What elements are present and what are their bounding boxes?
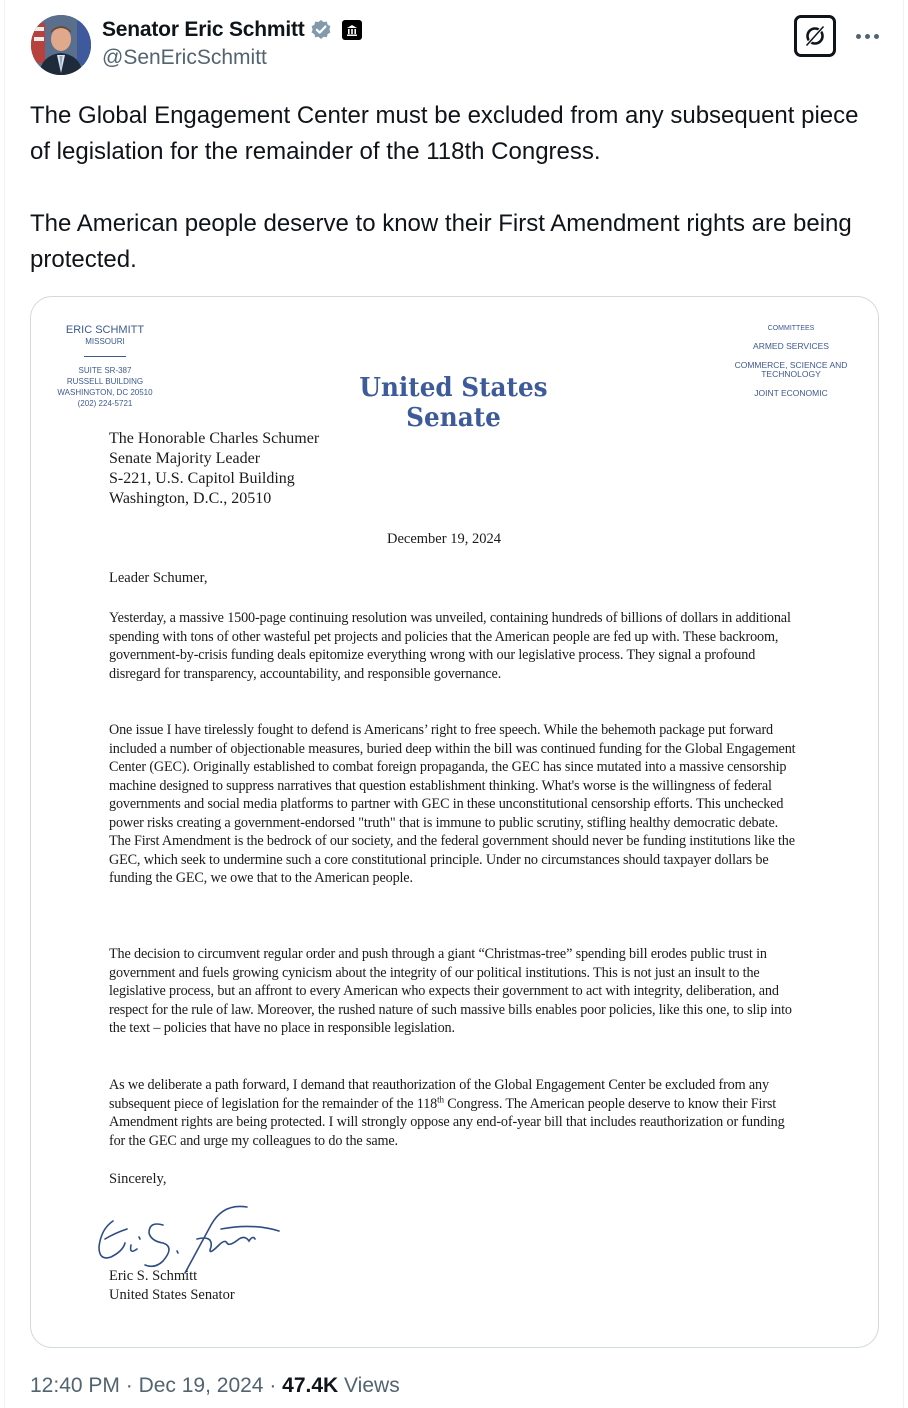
ordinal-suffix: th bbox=[437, 1093, 444, 1104]
letter-paragraph: One issue I have tirelessly fought to defend is Americans’ right to free speech. While the behemoth package put forward included a number of objectionable measures, buried deep within the bill was continued funding for the Global Engagement Center (GEC). Originally established to combat foreign propaganda, the GEC has since mutated into a massive censorship machine designed to suppress narratives that question establishment thinking. What's worse is the willingness of federal governments and social media platforms to partner with GEC in these unconstitutional censorship efforts. This unchecked power risks creating a government-endorsed "truth" that is immune to public scrutiny, stifling healthy democratic debate. The First Amendment is the bedrock of our society, and the federal government should never be funding institutions like the GEC, which seek to undermine such a core constitutional principle. Under no circumstances should taxpayer dollars be funding the GEC, we owe that to the American people. bbox=[109, 722, 796, 886]
signatory-title: United States Senator bbox=[109, 1287, 235, 1303]
meta-separator: · bbox=[119, 1374, 139, 1397]
letterhead-divider bbox=[84, 356, 126, 357]
letterhead-state: MISSOURI bbox=[85, 337, 125, 346]
avatar[interactable] bbox=[31, 15, 91, 75]
letterhead-senator-name: ERIC SCHMITT bbox=[65, 324, 145, 336]
more-options-button[interactable] bbox=[852, 24, 882, 48]
letter-salutation: Leader Schumer, bbox=[109, 570, 208, 586]
tweet-text bbox=[30, 98, 880, 278]
tweet-meta bbox=[30, 1374, 400, 1398]
committee-item: JOINT ECONOMIC bbox=[754, 388, 828, 398]
letterhead-committees bbox=[731, 325, 851, 398]
letterhead-address-line: (202) 224-5721 bbox=[77, 399, 133, 408]
government-building-icon[interactable] bbox=[342, 20, 362, 40]
letterhead-address-line: RUSSELL BUILDING bbox=[66, 377, 144, 386]
paragraph-text: Congress. The American people deserve to know their First Amendment rights are being protected. I will strongly oppose any end-of-year bill that includes reauthorization or funding for the GEC and urge my colleagues to do the same. bbox=[109, 1095, 785, 1149]
attached-letter-image[interactable] bbox=[30, 296, 879, 1348]
author-handle[interactable]: @SenEricSchmitt bbox=[102, 46, 267, 69]
signatory-name: Eric S. Schmitt bbox=[109, 1268, 198, 1284]
letter-addressee bbox=[109, 429, 799, 509]
more-dot bbox=[856, 34, 861, 39]
letter-body bbox=[109, 429, 799, 1187]
grok-icon bbox=[802, 23, 828, 49]
grok-button[interactable] bbox=[794, 15, 836, 57]
views-count[interactable]: 47.4K bbox=[282, 1374, 339, 1397]
letterhead-address-line: SUITE SR-387 bbox=[78, 366, 132, 375]
tweet-paragraph: The Global Engagement Center must be excluded from any subsequent piece of legislation for the remainder of the 118th Congress. bbox=[30, 102, 859, 165]
committee-item: COMMERCE, SCIENCE AND TECHNOLOGY bbox=[734, 360, 848, 379]
letterhead-address-line: WASHINGTON, DC 20510 bbox=[57, 388, 153, 397]
letterhead-title: United States Senate bbox=[359, 373, 548, 433]
addressee-line: S-221, U.S. Capitol Building bbox=[109, 470, 295, 487]
tweet-date[interactable]: Dec 19, 2024 bbox=[138, 1374, 264, 1397]
views-label: Views bbox=[338, 1374, 400, 1397]
meta-separator: · bbox=[263, 1374, 283, 1397]
author-name-row bbox=[102, 16, 362, 44]
committee-item: ARMED SERVICES bbox=[753, 341, 829, 351]
paragraph-text: As we deliberate a path forward, I demand that reauthorization of the Global Engagement Center be excluded from any subsequent piece of legislation for the remainder of the 118 bbox=[109, 1077, 769, 1112]
tweet-time[interactable]: 12:40 PM bbox=[30, 1374, 120, 1397]
letter-paragraph bbox=[109, 1076, 799, 1150]
verified-badge-icon[interactable] bbox=[310, 19, 332, 41]
more-dot bbox=[865, 34, 870, 39]
frame-border-left bbox=[4, 0, 5, 1408]
committees-heading: COMMITTEES bbox=[767, 325, 815, 332]
letter-paragraph: Yesterday, a massive 1500-page continuing resolution was unveiled, containing hundreds of billions of dollars in additional spending with tons of other wasteful pet projects and policies that the American people are fed up with. These backroom, government-by-crisis funding deals epitomize everything wrong with our legislative process. They signal a profound disregard for transparency, accountability, and responsible governance. bbox=[109, 610, 791, 682]
addressee-line: The Honorable Charles Schumer bbox=[109, 430, 320, 447]
letter-closing: Sincerely, bbox=[109, 1171, 167, 1187]
addressee-line: Senate Majority Leader bbox=[109, 450, 261, 467]
addressee-line: Washington, D.C., 20510 bbox=[109, 490, 272, 507]
frame-border-right bbox=[903, 0, 904, 1408]
letter-date: December 19, 2024 bbox=[387, 531, 501, 547]
tweet-paragraph: The American people deserve to know their First Amendment rights are being protected. bbox=[30, 210, 852, 273]
letter-paragraph: The decision to circumvent regular order and push through a giant “Christmas-tree” spending bill erodes public trust in government and fuels growing cynicism about the integrity of our political institutions. This is not just an insult to the legislative process, but an affront to every American who expects their government to act with integrity, deliberation, and respect for the rule of law. Moreover, the rushed nature of such massive bills enables poor policies, like this one, to slip into the text – policies that have no place in responsible legislation. bbox=[109, 946, 792, 1036]
signature-block bbox=[109, 1267, 235, 1305]
more-dot bbox=[874, 34, 879, 39]
letterhead-sender bbox=[51, 324, 159, 409]
author-display-name[interactable]: Senator Eric Schmitt bbox=[102, 18, 305, 41]
